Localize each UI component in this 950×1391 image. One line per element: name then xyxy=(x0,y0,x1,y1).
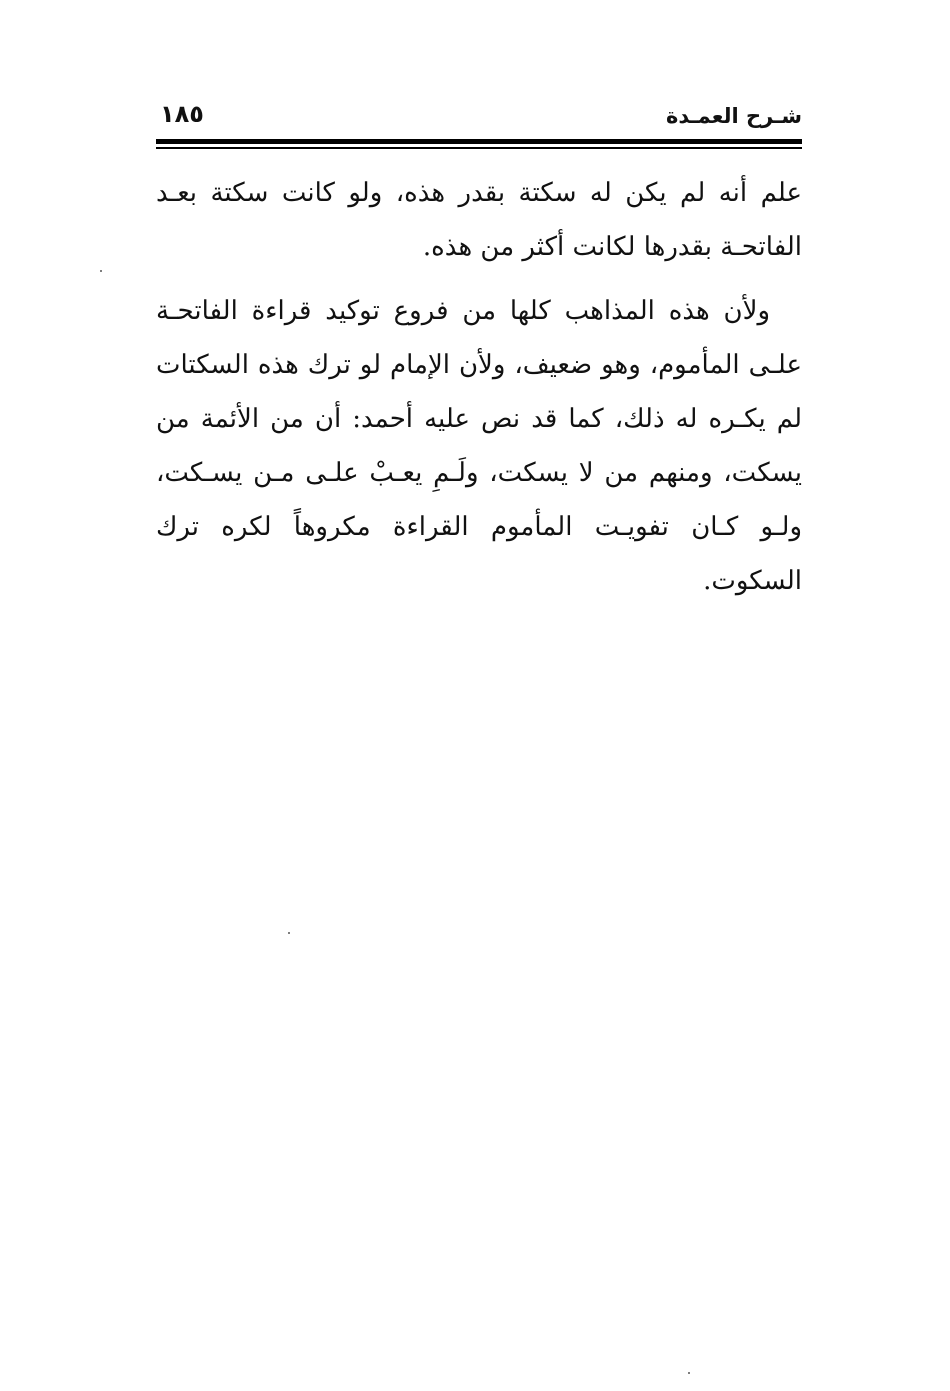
header-rule-thick xyxy=(156,139,802,144)
paragraph-2-line-1: ولأن هذه المذاهب كلها من فروع توكيد قراءة الفاتحـة علـى xyxy=(156,296,803,380)
scan-speck xyxy=(100,270,102,272)
scan-speck xyxy=(688,1372,690,1374)
paragraph-2-line-5: المأموم القراءة مكروهاً لكره ترك السكوت. xyxy=(156,512,802,596)
page-number: ١٨٥ xyxy=(160,100,204,128)
paragraph-2-line-3: له ذلك، كما قد نص عليه أحمد: أن من الأئمة من يسكت، ومنهم xyxy=(156,404,802,488)
header-rule-thin xyxy=(156,147,802,149)
paragraph-2 xyxy=(156,284,802,608)
body-text xyxy=(156,166,802,608)
running-title: شـرح العمـدة xyxy=(665,104,802,128)
paragraph-2-line-2: المأموم، وهو ضعيف، ولأن الإمام لو ترك هذه السكتات لم يكـره xyxy=(156,350,803,434)
page-header xyxy=(156,100,802,140)
paragraph-1-line-2: بقدرها لكانت أكثر من هذه. xyxy=(422,232,712,262)
paragraph-2-line-4: من لا يسكت، ولَـمِ يعـبْ علـى مـن يسـكت، ولـو كـان تفويـت xyxy=(156,458,802,542)
paragraph-1 xyxy=(156,166,802,274)
paragraph-1-line-1: علم أنه لم يكن له سكتة بقدر هذه، ولو كانت سكتة بعـد الفاتحـة xyxy=(156,178,802,262)
scan-speck xyxy=(288,932,290,934)
